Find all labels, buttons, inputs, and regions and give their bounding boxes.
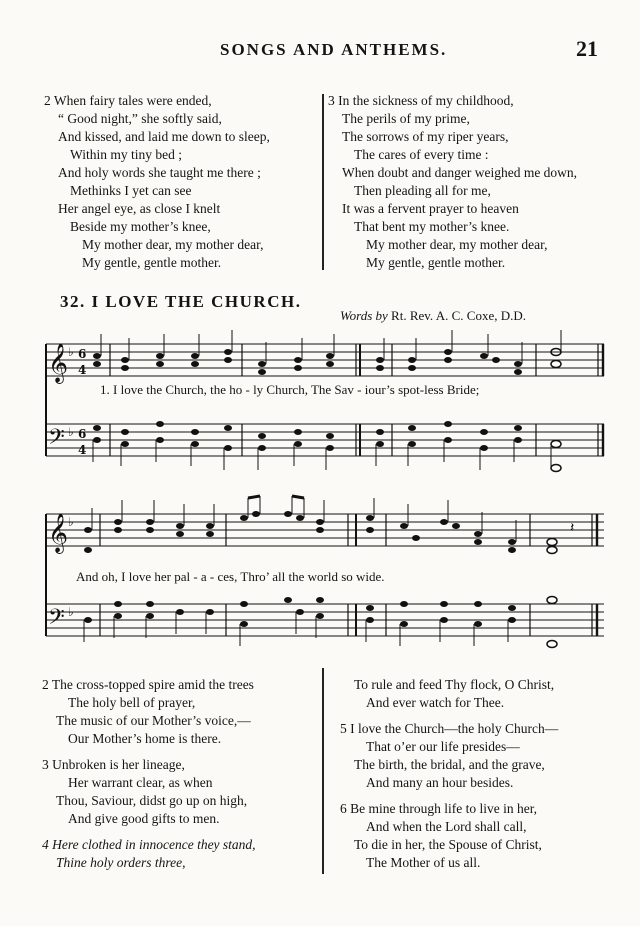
beams xyxy=(248,496,304,498)
svg-text:𝄽: 𝄽 xyxy=(570,520,575,536)
svg-text:6: 6 xyxy=(78,427,87,441)
verse-gap xyxy=(340,792,558,800)
verse-line: Thou, Saviour, didst go up on high, xyxy=(56,793,248,808)
attribution-prefix: Words by xyxy=(340,308,388,323)
svg-text:♭: ♭ xyxy=(68,605,74,619)
verse-line: Beside my mother’s knee, xyxy=(70,219,211,234)
verse-line: To die in her, the Spouse of Christ, xyxy=(354,837,542,852)
prev-hymn-verse-3 xyxy=(328,92,577,272)
svg-text:♭: ♭ xyxy=(68,345,74,359)
svg-text:♭: ♭ xyxy=(68,425,74,439)
verse-line: My gentle, gentle mother. xyxy=(82,255,222,270)
page-number: 21 xyxy=(576,36,598,61)
verse-line: The perils of my prime, xyxy=(342,111,470,126)
verse-line: And give good gifts to men. xyxy=(68,811,220,826)
verse-line: 3 In the sickness of my childhood, xyxy=(328,93,514,108)
verse-line: Our Mother’s home is there. xyxy=(68,731,222,746)
verse-line: Her angel eye, as close I knelt xyxy=(58,201,221,216)
verse-line: The holy bell of prayer, xyxy=(68,695,196,710)
hymn-title: 32. I LOVE THE CHURCH. xyxy=(60,292,302,311)
svg-text:𝄢: 𝄢 xyxy=(48,605,65,635)
rests xyxy=(570,520,574,536)
svg-text:𝄞: 𝄞 xyxy=(48,343,69,383)
lyric-line-1: 1. I love the Church, the ho - ly Church, The Sav - iour’s spot-less Bride; xyxy=(100,382,480,397)
verse-line: That bent my mother’s knee. xyxy=(354,219,510,234)
prev-hymn-verse-2 xyxy=(44,92,270,272)
verse-line: The music of our Mother’s voice,— xyxy=(56,713,251,728)
verse-line: And ever watch for Thee. xyxy=(366,695,505,710)
verse-line: My gentle, gentle mother. xyxy=(366,255,506,270)
svg-text:4: 4 xyxy=(78,443,87,457)
verse-line: And kissed, and laid me down to sleep, xyxy=(58,129,270,144)
verse-line: Then pleading all for me, xyxy=(354,183,491,198)
verse-line: When doubt and danger weighed me down, xyxy=(342,165,578,180)
verse-line: 3 Unbroken is her lineage, xyxy=(42,757,185,772)
verse-line: The birth, the bridal, and the grave, xyxy=(354,757,545,772)
bass-staff xyxy=(46,604,604,636)
verse-line: And many an hour besides. xyxy=(366,775,514,790)
verse-gap xyxy=(42,828,256,836)
lyric-line-2: And oh, I love her pal - a - ces, Thro’ all the world so wide. xyxy=(76,569,385,584)
verse-line: Methinks I yet can see xyxy=(70,183,192,198)
svg-text:𝄞: 𝄞 xyxy=(48,513,69,553)
verse-gap xyxy=(340,712,558,720)
running-title: SONGS AND ANTHEMS. xyxy=(220,40,448,59)
clefs xyxy=(48,513,74,635)
verses-left-column xyxy=(42,676,256,872)
verse-line: 2 The cross-topped spire amid the trees xyxy=(42,677,254,692)
verse-line: My mother dear, my mother dear, xyxy=(82,237,264,252)
noteheads xyxy=(93,349,561,472)
verse-line: That o’er our life presides— xyxy=(366,739,520,754)
verse-line: My mother dear, my mother dear, xyxy=(366,237,548,252)
column-divider xyxy=(322,94,324,270)
verse-line: 2 When fairy tales were ended, xyxy=(44,93,212,108)
svg-text:♭: ♭ xyxy=(68,515,74,529)
verse-line: The sorrows of my riper years, xyxy=(342,129,509,144)
verse-line: Thine holy orders three, xyxy=(56,855,186,870)
svg-text:6: 6 xyxy=(78,347,87,361)
music-system-1 xyxy=(0,322,640,482)
verse-line: Within my tiny bed ; xyxy=(70,147,182,162)
verse-line: And holy words she taught me there ; xyxy=(58,165,261,180)
svg-text:𝄢: 𝄢 xyxy=(48,425,65,455)
attribution-name: Rt. Rev. A. C. Coxe, D.D. xyxy=(391,308,526,323)
column-divider xyxy=(322,668,324,874)
verse-line: And when the Lord shall call, xyxy=(366,819,527,834)
verse-line: 5 I love the Church—the holy Church— xyxy=(340,721,559,736)
verse-line: It was a fervent prayer to heaven xyxy=(342,201,519,216)
verse-line: The Mother of us all. xyxy=(366,855,481,870)
verse-gap xyxy=(42,748,256,756)
verse-line: “ Good night,” she softly said, xyxy=(58,111,222,126)
verse-line: Her warrant clear, as when xyxy=(68,775,213,790)
verse-line: The cares of every time : xyxy=(354,147,489,162)
verse-line: 6 Be mine through life to live in her, xyxy=(340,801,538,816)
verse-line: To rule and feed Thy flock, O Christ, xyxy=(354,677,555,692)
treble-staff xyxy=(46,514,604,546)
verses-right-column xyxy=(340,676,558,872)
verse-line: 4 Here clothed in innocence they stand, xyxy=(42,837,256,852)
svg-text:4: 4 xyxy=(78,363,87,377)
